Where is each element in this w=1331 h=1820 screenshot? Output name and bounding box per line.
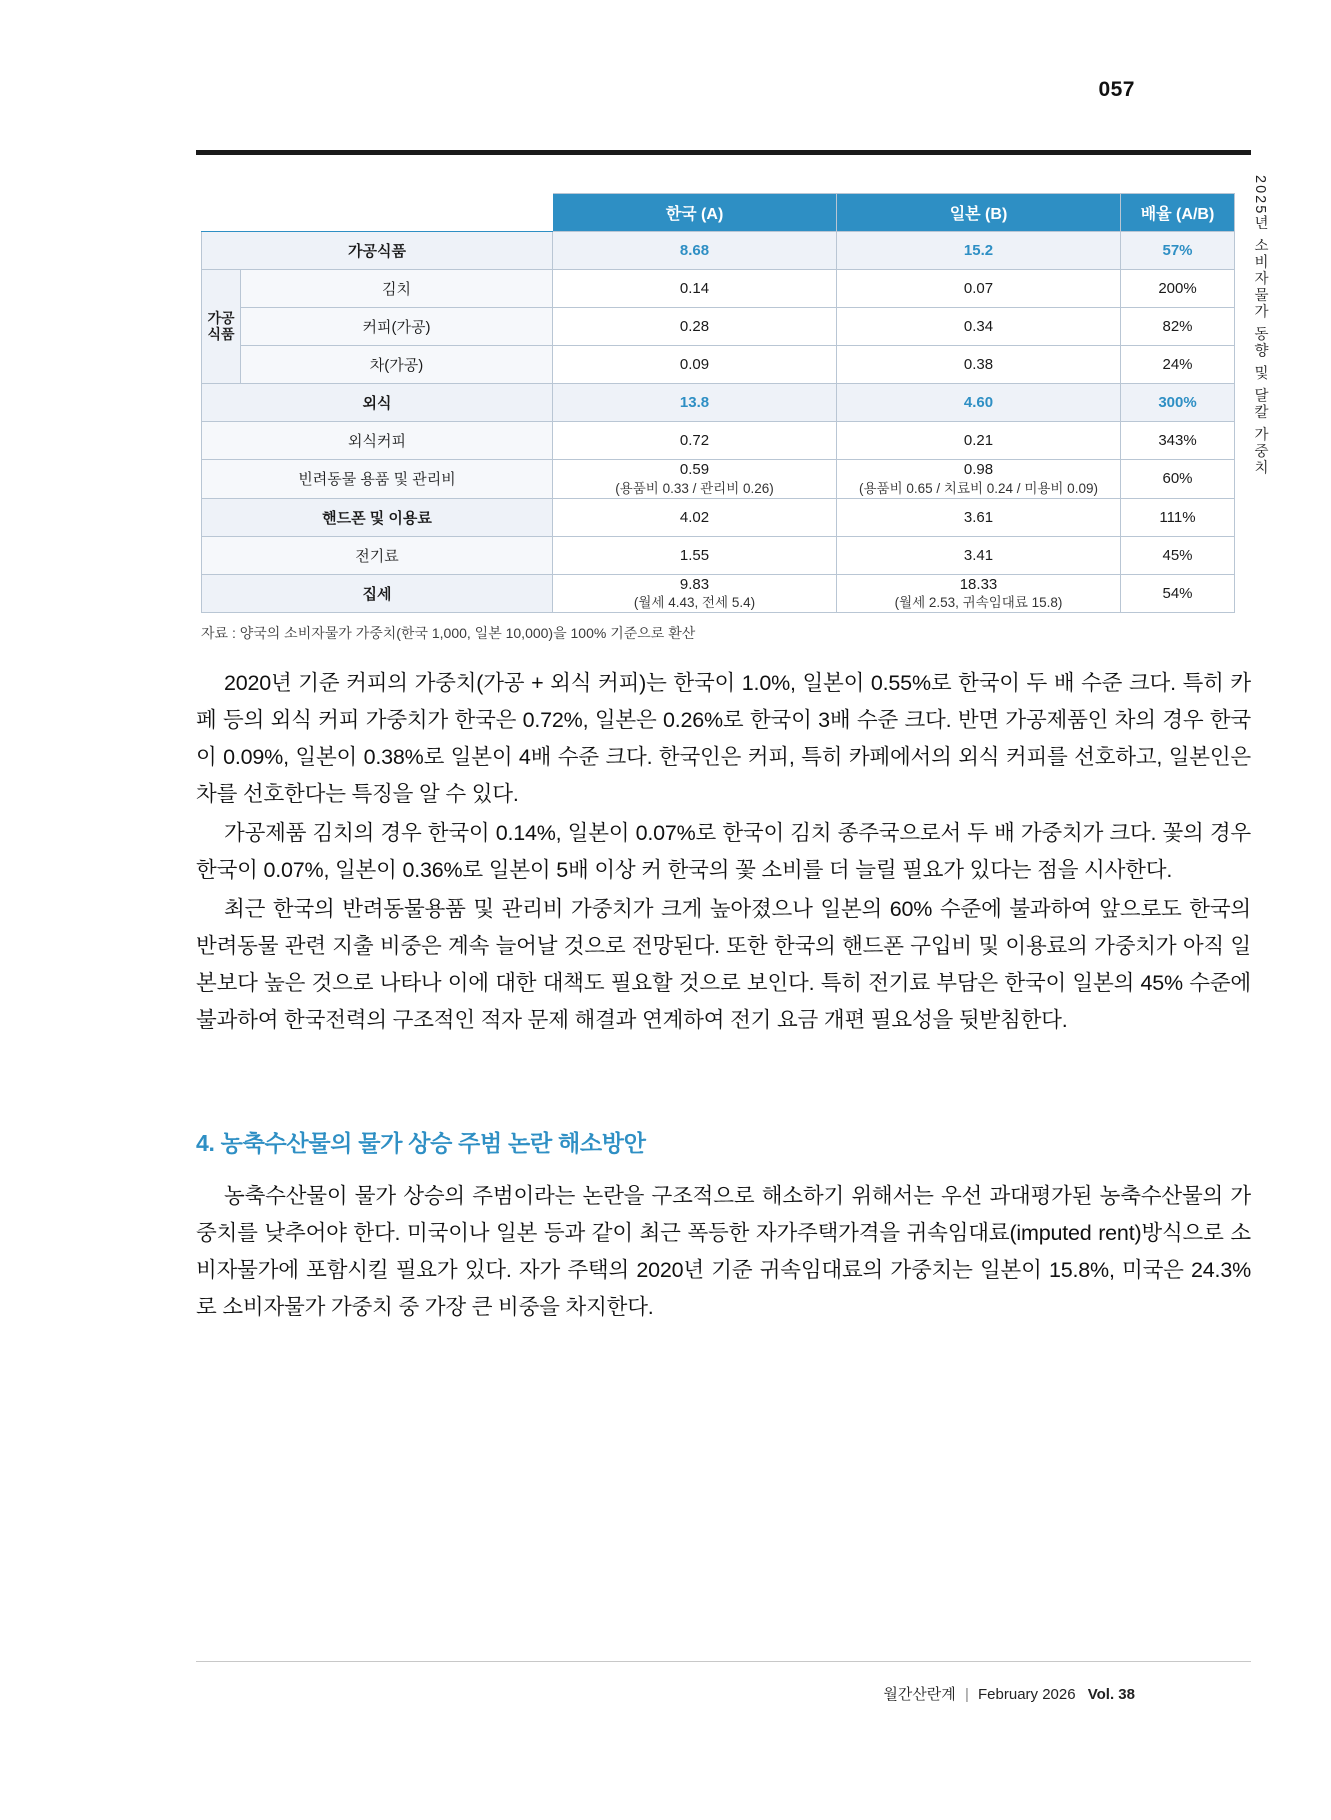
table-head: [202, 194, 1235, 232]
table-row: [202, 232, 1235, 270]
row-value-japan: 15.2: [837, 232, 1121, 270]
body-paragraph: 2020년 기준 커피의 가중치(가공 + 외식 커피)는 한국이 1.0%, 일본이 0.55%로 한국이 두 배 수준 크다. 특히 카페 등의 외식 커피 가중치가 한국은 0.72%, 일본은 0.26%로 한국이 3배 수준 크다. 반면 가공제품인 차의 경우 한국이 0.09%, 일본이 0.38%로 일본이 4배 수준 크다. 한국인은 커피, 특히 카페에서의 외식 커피를 선호하고, 일본인은 차를 선호한다는 특징을 알 수 있다.: [196, 671, 1251, 807]
body-paragraph: 최근 한국의 반려동물용품 및 관리비 가중치가 크게 높아졌으나 일본의 60% 수준에 불과하여 앞으로도 한국의 반려동물 관련 지출 비중은 계속 늘어날 것으로 전망된다. 또한 한국의 핸드폰 구입비 및 이용료의 가중치가 아직 일본보다 높은 것으로 나타나 이에 대한 대책도 필요할 것으로 보인다. 특히 전기료 부담은 한국이 일본의 45% 수준에 불과하여 한국전력의 구조적인 적자 문제 해결과 연계하여 전기 요금 개편 필요성을 뒷받침한다.: [196, 897, 1251, 1032]
table-row: [202, 270, 1235, 308]
row-group-label: 가공식품: [202, 270, 241, 384]
page-number: 057: [1098, 78, 1135, 101]
row-value-korea: 0.09: [553, 346, 837, 384]
row-value-japan: [837, 460, 1121, 499]
section-text-block: [196, 1178, 1251, 1326]
row-value-ratio: 60%: [1121, 460, 1235, 499]
body-paragraph: 가공제품 김치의 경우 한국이 0.14%, 일본이 0.07%로 한국이 김치 종주국으로서 두 배 가중치가 크다. 꽃의 경우 한국이 0.07%, 일본이 0.36%로 일본이 5배 이상 커 한국의 꽃 소비를 더 늘릴 필요가 있다는 점을 시사한다.: [196, 821, 1251, 883]
row-value-ratio: 300%: [1121, 384, 1235, 422]
row-value-korea: [553, 574, 837, 613]
table-header-row: [202, 194, 1235, 232]
row-value-ratio: 24%: [1121, 346, 1235, 384]
table-row: [202, 460, 1235, 499]
row-value-korea-sub: (월세 4.43, 전세 5.4): [633, 595, 756, 611]
weights-comparison-table: [201, 193, 1235, 613]
page-footer: [883, 1683, 1135, 1704]
row-value-korea: 0.72: [553, 422, 837, 460]
row-value-korea: 1.55: [553, 536, 837, 574]
footer-date: February 2026: [978, 1686, 1076, 1703]
row-value-japan-main: 18.33: [959, 575, 998, 593]
row-value-japan-sub: (월세 2.53, 귀속임대료 15.8): [894, 595, 1063, 611]
table-header-korea: 한국 (A): [553, 194, 837, 232]
side-running-title: 2025년 소비자물가 동향 및 달칼 가중치: [1252, 175, 1268, 477]
table-source-note: 자료 : 양국의 소비자물가 가중치(한국 1,000, 일본 10,000)을 100% 기준으로 환산: [201, 625, 696, 642]
row-value-korea-sub: (용품비 0.33 / 관리비 0.26): [615, 480, 774, 496]
section-heading: 4. 농축수산물의 물가 상승 주범 논란 해소방안: [196, 1129, 646, 1156]
row-value-korea: 13.8: [553, 384, 837, 422]
row-value-japan: 0.21: [837, 422, 1121, 460]
row-value-ratio: 343%: [1121, 422, 1235, 460]
row-value-korea: 0.28: [553, 308, 837, 346]
row-value-ratio: 45%: [1121, 536, 1235, 574]
table-row: [202, 346, 1235, 384]
table-body: [202, 232, 1235, 613]
table-row: [202, 422, 1235, 460]
row-value-korea: 0.14: [553, 270, 837, 308]
row-label: 외식: [202, 384, 553, 422]
table-row: [202, 574, 1235, 613]
row-value-japan: 3.61: [837, 498, 1121, 536]
footer-divider: [196, 1661, 1251, 1662]
row-label: 외식커피: [202, 422, 553, 460]
table-header-ratio: 배율 (A/B): [1121, 194, 1235, 232]
footer-volume: Vol. 38: [1087, 1686, 1135, 1703]
table-header-blank: [202, 194, 553, 232]
row-value-korea: 8.68: [553, 232, 837, 270]
row-value-japan: 0.07: [837, 270, 1121, 308]
row-value-japan: 4.60: [837, 384, 1121, 422]
table-row: [202, 308, 1235, 346]
row-value-korea-main: 9.83: [679, 575, 710, 593]
footer-separator: |: [964, 1686, 969, 1703]
row-value-japan: 0.34: [837, 308, 1121, 346]
table-row: [202, 536, 1235, 574]
row-label: 커피(가공): [241, 308, 553, 346]
top-rule: [196, 150, 1251, 155]
row-value-japan: [837, 574, 1121, 613]
page-content: [196, 150, 1251, 1328]
table-header-japan: 일본 (B): [837, 194, 1121, 232]
row-label: 집세: [202, 574, 553, 613]
row-label: 김치: [241, 270, 553, 308]
row-value-japan: 0.38: [837, 346, 1121, 384]
body-text-block: [196, 665, 1251, 1039]
row-label: 차(가공): [241, 346, 553, 384]
section-paragraph: 농축수산물이 물가 상승의 주범이라는 논란을 구조적으로 해소하기 위해서는 우선 과대평가된 농축수산물의 가중치를 낮추어야 한다. 미국이나 일본 등과 같이 최근 폭등한 자가주택가격을 귀속임대료(imputed rent)방식으로 소비자물가에 포함시킬 필요가 있다. 자가 주택의 2020년 기준 귀속임대료의 가중치는 일본이 15.8%, 미국은 24.3%로 소비자물가 가중치 중 가장 큰 비중을 차지한다.: [196, 1183, 1251, 1319]
row-value-korea: [553, 460, 837, 499]
row-label: 핸드폰 및 이용료: [202, 498, 553, 536]
row-value-ratio: 82%: [1121, 308, 1235, 346]
row-label: 전기료: [202, 536, 553, 574]
row-value-japan: 3.41: [837, 536, 1121, 574]
row-value-korea: 4.02: [553, 498, 837, 536]
table-row: [202, 498, 1235, 536]
row-value-ratio: 57%: [1121, 232, 1235, 270]
row-label: 가공식품: [202, 232, 553, 270]
row-value-ratio: 111%: [1121, 498, 1235, 536]
row-value-korea-main: 0.59: [679, 461, 710, 478]
footer-publication: 월간산란계: [883, 1686, 956, 1703]
row-value-ratio: 54%: [1121, 574, 1235, 613]
row-value-ratio: 200%: [1121, 270, 1235, 308]
row-value-japan-main: 0.98: [963, 461, 994, 478]
row-value-japan-sub: (용품비 0.65 / 치료비 0.24 / 미용비 0.09): [859, 480, 1098, 496]
row-label: 빈려동물 용품 및 관리비: [202, 460, 553, 499]
table-row: [202, 384, 1235, 422]
